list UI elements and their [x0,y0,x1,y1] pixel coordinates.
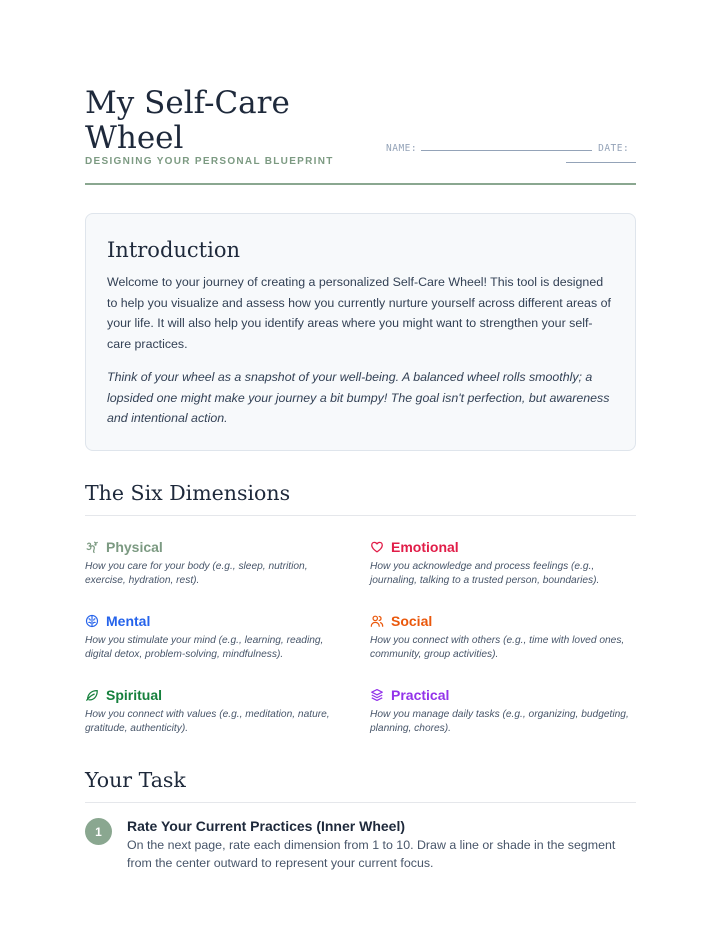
dimension-name: Mental [106,613,151,629]
page-title: My Self-Care Wheel [85,85,290,156]
dimension-description: How you care for your body (e.g., sleep, nutrition, exercise, hydration, rest). [85,561,308,586]
date-line [566,162,636,163]
dimension-name: Physical [106,539,163,555]
dimension-description: How you connect with others (e.g., time with loved ones, community, group activities). [370,635,625,660]
users-icon [370,614,384,628]
step-title: Rate Your Current Practices (Inner Wheel) [127,818,405,834]
date-label: DATE: [598,143,630,154]
dimension-name: Spiritual [106,687,163,703]
introduction-quote: Think of your wheel as a snapshot of your well-being. A balanced wheel rolls smoothly; a lopsided one might make your journey a bit bumpy! The goal isn't perfection, but awareness and intentional action. [107,370,610,425]
introduction-card [85,213,636,451]
name-label: NAME: [386,143,418,154]
brain-icon [85,614,99,628]
dimension-physical [85,538,345,588]
heart-icon [370,540,384,554]
layers-icon [370,688,384,702]
name-line [421,142,592,151]
task-heading: Your Task [85,768,636,803]
step-text: On the next page, rate each dimension from 1 to 10. Draw a line or shade in the segment from the center outward to represent your current focus. [127,838,616,870]
introduction-heading: Introduction [107,238,240,262]
dimension-description: How you stimulate your mind (e.g., learning, reading, digital detox, problem-solving, mindfulness). [85,635,324,660]
dimension-description: How you connect with values (e.g., meditation, nature, gratitude, authenticity). [85,709,330,734]
dimension-practical [370,686,630,736]
introduction-paragraph: Welcome to your journey of creating a personalized Self-Care Wheel! This tool is designed to help you visualize and assess how you currently nurture yourself across different areas of your life. It will also help you identify areas where you might want to strengthen your self-care practices. [107,275,611,351]
worksheet-page [85,0,636,932]
leaf-icon [85,688,99,702]
dimension-name: Practical [391,687,450,703]
dimension-mental [85,612,345,662]
om-icon [85,540,99,554]
dimension-social [370,612,630,662]
dimension-description: How you manage daily tasks (e.g., organizing, budgeting, planning, chores). [370,709,629,734]
page-header [85,86,636,186]
step-number-badge: 1 [85,818,112,845]
dimension-spiritual [85,686,345,736]
dimension-name: Emotional [391,539,459,555]
dimension-emotional [370,538,630,588]
page-subtitle: DESIGNING YOUR PERSONAL BLUEPRINT [85,156,334,167]
dimension-description: How you acknowledge and process feelings (e.g., journaling, talking to a trusted person, boundaries). [370,561,600,586]
dimensions-heading: The Six Dimensions [85,481,636,516]
header-divider [85,183,636,185]
dimension-name: Social [391,613,433,629]
